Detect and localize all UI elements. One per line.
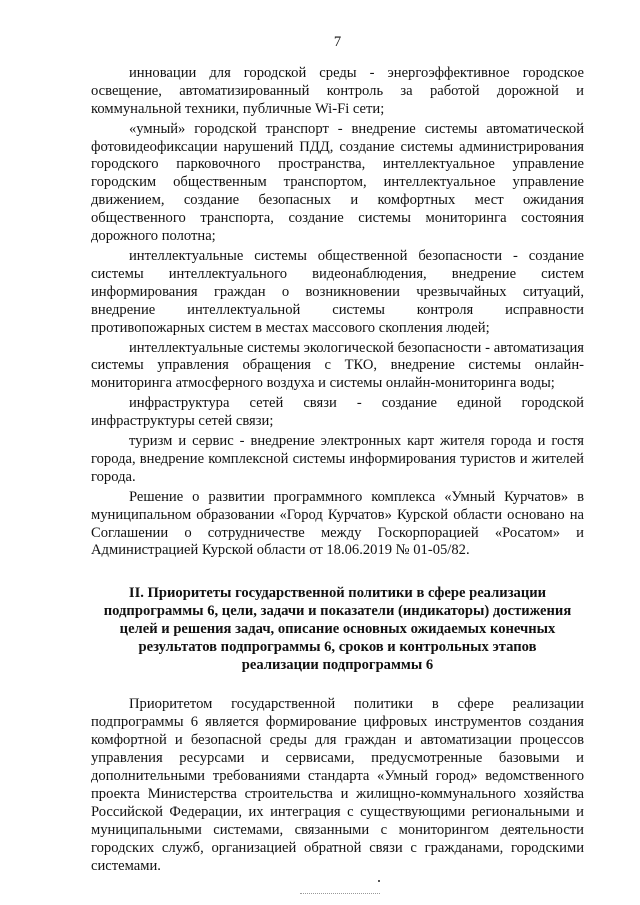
- paragraph-ecological-safety: интеллектуальные системы экологической безопасности - автоматизация системы управления обращения с ТКО, внедрение системы онлайн-мониторинга атмосферного воздуха и системы онлайн-мониторинга воды;: [91, 339, 584, 392]
- section-heading-line: подпрограммы 6, цели, задачи и показатели (индикаторы) достижения: [103, 603, 572, 620]
- paragraph-urban-innovation: инновации для городской среды - энергоэффективное городское освещение, автоматизированный контроль за работой дорожной и коммунальной техники, публичные Wi-Fi сети;: [91, 64, 584, 117]
- paragraph-public-safety: интеллектуальные системы общественной безопасности - создание системы интеллектуального видеонаблюдения, внедрение систем информирования граждан о возникновении чрезвычайных ситуаций, внедрение интеллектуальной системы контроля исправности противопожарных систем в местах массового скопления людей;: [91, 247, 584, 336]
- paragraph-policy-priority: Приоритетом государственной политики в сфере реализации подпрограммы 6 является формирование цифровых инструментов создания комфортной и безопасной среды для граждан и автоматизации процессов управления ресурсами и сервисами, предусмотренные базовыми и дополнительными требованиями стандарта «Умный город» ведомственного проекта Министерства строительства и жилищно-коммунального хозяйства Российской Федерации, их интеграция с существующими региональными и муниципальными системами, связанными с мониторингом деятельности городских служб, организацией обратной связи с гражданами, городскими системами.: [91, 696, 584, 874]
- paragraph-smart-transport: «умный» городской транспорт - внедрение системы автоматической фотовидеофиксации нарушений ПДД, создание системы администрирования городского парковочного пространства, интеллектуальное управление городским общественным транспортом, интеллектуальное управление движением, создание безопасных и комфортных мест ожидания общественного транспорта, создание системы мониторинга состояния дорожного полотна;: [91, 120, 584, 245]
- body-text-top: [91, 65, 584, 560]
- section-heading-line: реализации подпрограммы 6: [241, 657, 434, 674]
- footer-dotted-line: [300, 893, 380, 894]
- scan-speck: [378, 880, 380, 882]
- section-heading-line: II. Приоритеты государственной политики в сфере реализации: [128, 585, 547, 602]
- paragraph-tourism-service: туризм и сервис - внедрение электронных карт жителя города и гостя города, внедрение комплексной системы информирования туристов и жителей города.: [91, 433, 584, 485]
- paragraph-network-infrastructure: инфраструктура сетей связи - создание единой городской инфраструктуры сетей связи;: [91, 395, 584, 430]
- paragraph-agreement: Решение о развитии программного комплекса «Умный Курчатов» в муниципальном образовании «Город Курчатов» Курской области основано на Соглашении о сотрудничестве между Госкорпорацией «Росатом» и Администрацией Курской области от 18.06.2019 № 01-05/82.: [91, 488, 584, 559]
- section-heading: [91, 584, 584, 674]
- section-heading-line: целей и решения задач, описание основных ожидаемых конечных: [119, 621, 556, 638]
- section-heading-line: результатов подпрограммы 6, сроков и контрольных этапов: [138, 639, 537, 656]
- page-number: 7: [333, 34, 342, 50]
